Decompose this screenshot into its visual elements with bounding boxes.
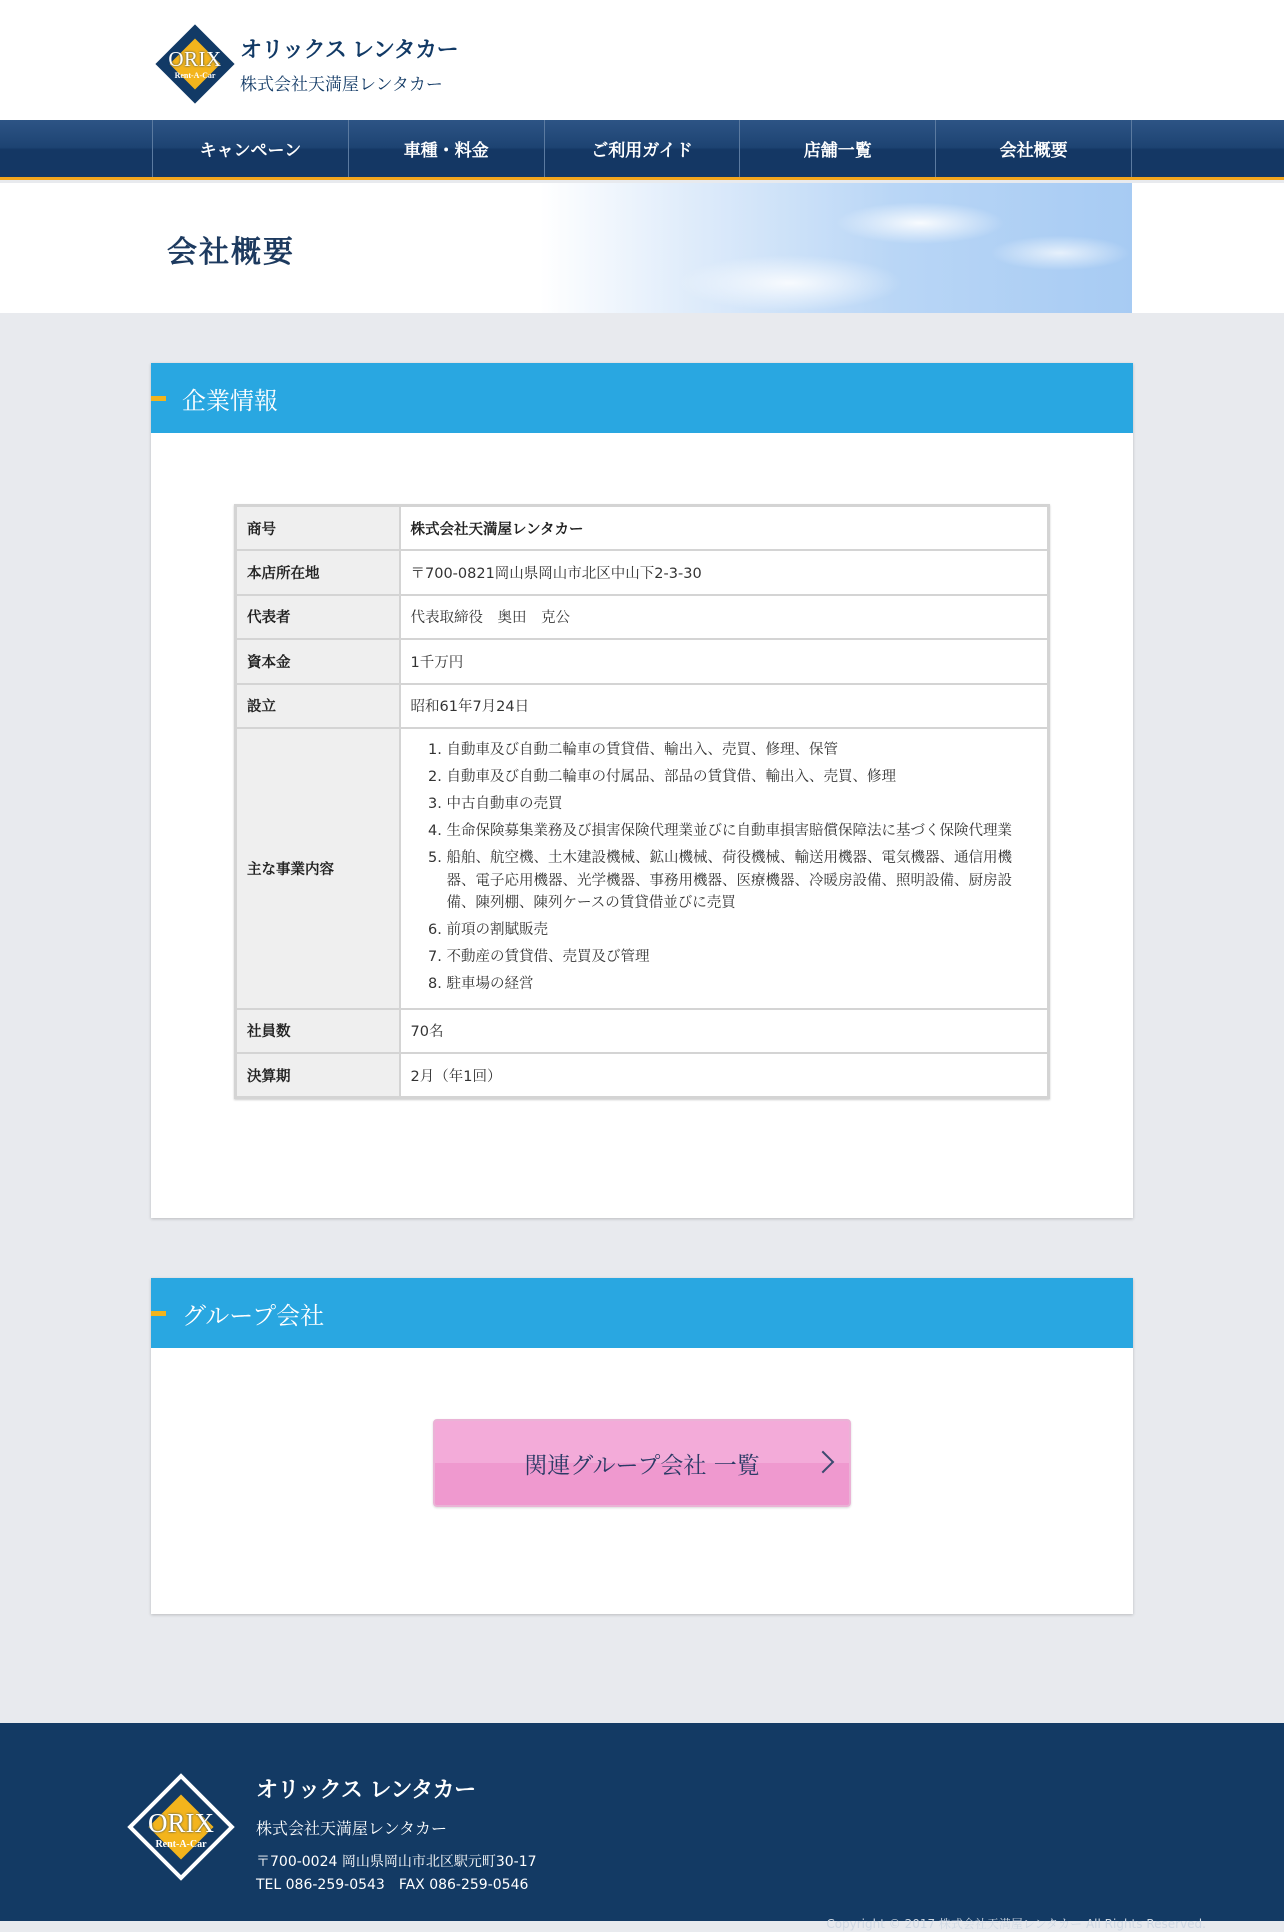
footer-tel: TEL 086-259-0543 — [256, 1877, 385, 1893]
heading-text: グループ会社 — [182, 1301, 325, 1330]
row-label: 設立 — [236, 684, 400, 729]
nav-item-company-overview[interactable]: 会社概要 — [936, 120, 1132, 177]
list-item: 1. 自動車及び自動二輪車の賃貸借、輸出入、売買、修理、保管 — [447, 739, 1036, 762]
row-value: 〒700-0821岡山県岡山市北区中山下2-3-30 — [400, 550, 1049, 595]
list-item: 7. 不動産の賃貸借、売買及び管理 — [447, 946, 1036, 969]
table-row — [236, 1053, 1049, 1098]
header-logo[interactable] — [156, 25, 458, 103]
group-company-panel — [151, 1278, 1133, 1614]
row-value: 昭和61年7月24日 — [400, 684, 1049, 729]
footer-logo-text: ORIX — [148, 1808, 214, 1838]
list-item: 8. 駐車場の経営 — [447, 973, 1036, 996]
row-value: 1千万円 — [400, 639, 1049, 684]
row-label: 決算期 — [236, 1053, 400, 1098]
row-label: 資本金 — [236, 639, 400, 684]
footer-address: 〒700-0024 岡山県岡山市北区駅元町30-17 — [256, 1854, 537, 1870]
row-value: 70名 — [400, 1009, 1049, 1054]
logo-text: ORIX — [168, 47, 222, 71]
group-company-list-button[interactable] — [433, 1419, 851, 1507]
footer-orix-logo-icon[interactable] — [127, 1773, 235, 1881]
list-item: 2. 自動車及び自動二輪車の付属品、部品の賃貸借、輸出入、売買、修理 — [447, 766, 1036, 789]
sky-background — [540, 183, 1132, 313]
nav-item-vehicles-prices[interactable]: 車種・料金 — [349, 120, 545, 177]
heading-accent-bar — [151, 1311, 166, 1316]
footer-logo-sub: Rent-A-Car — [155, 1839, 207, 1850]
button-label: 関連グループ会社 一覧 — [524, 1452, 760, 1479]
table-row — [236, 595, 1049, 640]
table-row — [236, 639, 1049, 684]
row-value: 代表取締役 奥田 克公 — [400, 595, 1049, 640]
row-value: 株式会社天満屋レンタカー — [400, 506, 1049, 551]
table-row — [236, 506, 1049, 551]
list-item: 3. 中古自動車の売買 — [447, 793, 1036, 816]
panel-heading — [151, 363, 1133, 433]
table-row — [236, 550, 1049, 595]
row-label: 本店所在地 — [236, 550, 400, 595]
row-label: 商号 — [236, 506, 400, 551]
global-nav — [0, 120, 1284, 180]
brand-name: オリックス レンタカー — [240, 37, 459, 62]
logo-sub: Rent-A-Car — [174, 71, 216, 80]
page-title: 会社概要 — [167, 235, 295, 270]
list-item: 5. 船舶、航空機、土木建設機械、鉱山機械、荷役機械、輸送用機器、電気機器、通信用機器、電子応用機器、光学機器、事務用機器、医療機器、冷暖房設備、照明設備、厨房設備、陳列棚、陳列ケースの賃貸借並びに売買 — [447, 847, 1036, 915]
nav-item-usage-guide[interactable]: ご利用ガイド — [545, 120, 741, 177]
table-row — [236, 684, 1049, 729]
company-name: 株式会社天満屋レンタカー — [240, 75, 443, 95]
footer-contact — [256, 1877, 537, 1893]
orix-diamond-logo-icon — [156, 25, 234, 103]
business-list — [401, 729, 1048, 1008]
row-label: 主な事業内容 — [236, 728, 400, 1009]
list-item: 6. 前項の割賦販売 — [447, 919, 1036, 942]
table-row-business — [236, 728, 1049, 1009]
title-banner — [0, 183, 1284, 313]
nav-item-campaign[interactable]: キャンペーン — [153, 120, 349, 177]
row-label: 代表者 — [236, 595, 400, 640]
footer-company-name: 株式会社天満屋レンタカー — [256, 1819, 447, 1838]
company-info-table — [234, 504, 1050, 1099]
list-item: 4. 生命保険募集業務及び損害保険代理業並びに自動車損害賠償保障法に基づく保険代理業 — [447, 820, 1036, 843]
table-row — [236, 1009, 1049, 1054]
site-footer — [0, 1723, 1284, 1931]
company-info-panel — [151, 363, 1133, 1218]
heading-accent-bar — [151, 396, 166, 401]
footer-fax: FAX 086-259-0546 — [398, 1877, 529, 1893]
row-value: 2月（年1回） — [400, 1053, 1049, 1098]
nav-item-store-list[interactable]: 店舗一覧 — [740, 120, 936, 177]
heading-text: 企業情報 — [182, 386, 278, 415]
row-label: 社員数 — [236, 1009, 400, 1054]
copyright: Copyright © 2017 株式会社天満屋レンタカー All Rights Reserved. — [826, 1917, 1206, 1931]
site-header — [0, 0, 1284, 120]
footer-brand-name: オリックス レンタカー — [256, 1778, 476, 1803]
panel-heading — [151, 1278, 1133, 1348]
chevron-right-icon — [812, 1451, 835, 1474]
